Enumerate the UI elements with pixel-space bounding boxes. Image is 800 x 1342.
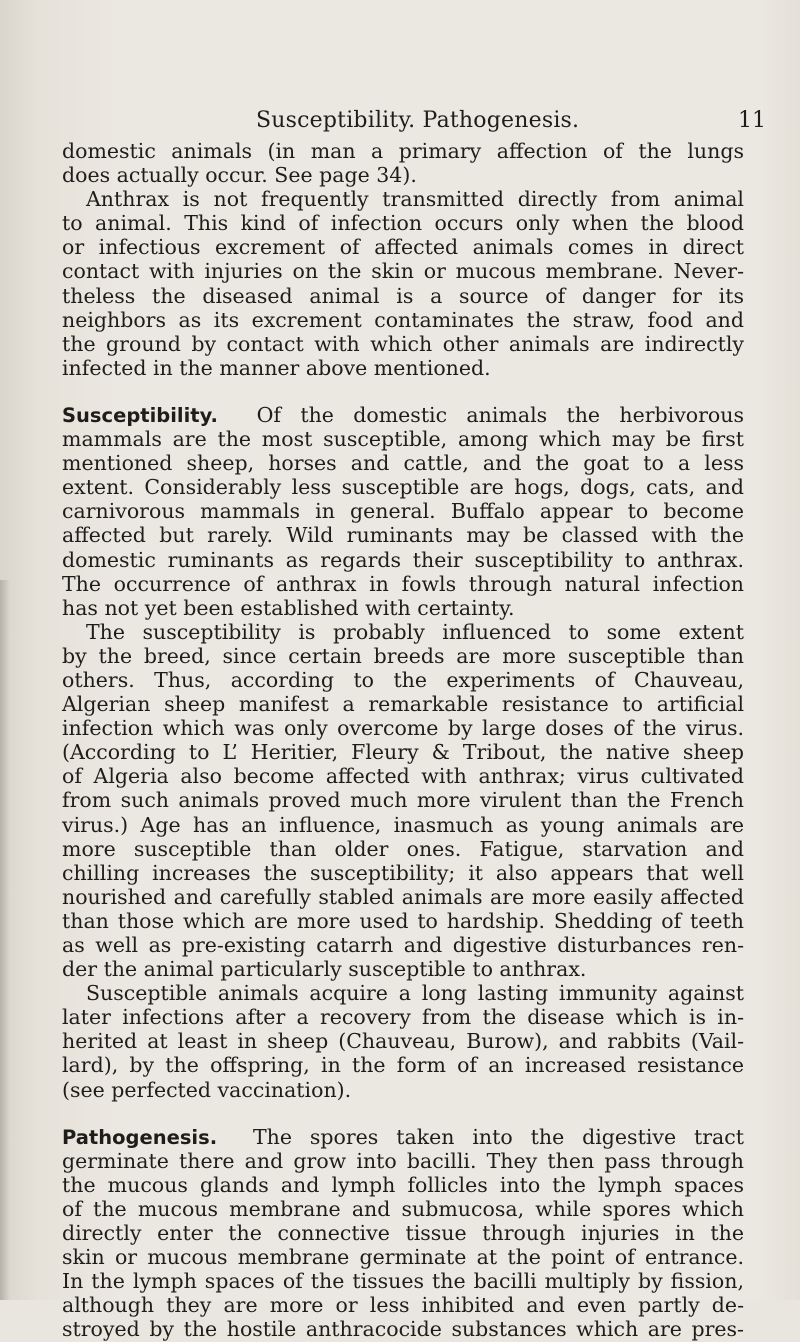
text-line: to animal. This kind of infection occurs only when the blood xyxy=(62,211,744,236)
text-line: mentioned sheep, horses and cattle, and the goat to a less xyxy=(62,451,744,476)
text-line: nourished and carefully stabled animals are more easily affected xyxy=(62,884,744,909)
text-line: affected but rarely. Wild ruminants may be classed with the xyxy=(62,523,744,548)
text-line: than those which are more used to hardship. Shedding of teeth xyxy=(62,908,744,933)
section-heading-pathogenesis: Pathogenesis. xyxy=(62,1125,218,1149)
section-pathogenesis xyxy=(62,1125,744,1342)
text-line: does actually occur. See page 34). xyxy=(62,163,417,188)
section-susceptibility xyxy=(62,403,744,620)
running-head xyxy=(0,108,800,138)
text-line: mammals are the most susceptible, among which may be first xyxy=(62,427,744,452)
page-edge-shadow xyxy=(0,580,10,1300)
text-line: later infections after a recovery from the disease which is in- xyxy=(62,1005,744,1030)
paragraph-gap xyxy=(62,1102,744,1125)
paragraph-immunity xyxy=(62,981,744,1101)
text-line: although they are more or less inhibited and even partly de- xyxy=(62,1293,744,1318)
text-line: or infectious excrement of affected animals comes in direct xyxy=(62,235,744,260)
text-line: (see perfected vaccination). xyxy=(62,1077,352,1102)
text-line: carnivorous mammals in general. Buffalo appear to become xyxy=(62,499,744,524)
text-line: from such animals proved much more virulent than the French xyxy=(62,788,744,813)
text-line: lard), by the offspring, in the form of an increased resistance xyxy=(62,1053,744,1078)
text-line xyxy=(62,1125,744,1149)
text-line: domestic animals (in man a primary affection of the lungs xyxy=(62,139,744,163)
text-line: skin or mucous membrane germinate at the point of entrance. xyxy=(62,1245,744,1270)
paragraph-transmission xyxy=(62,187,744,380)
text-line: domestic ruminants as regards their susceptibility to anthrax. xyxy=(62,547,744,572)
section-heading-susceptibility: Susceptibility. xyxy=(62,403,218,427)
text-line: contact with injuries on the skin or mucous membrane. Never- xyxy=(62,259,744,284)
text-line: der the animal particularly susceptible to anthrax. xyxy=(62,957,587,982)
body-text xyxy=(62,139,744,1342)
text-line: of the mucous membrane and submucosa, while spores which xyxy=(62,1196,744,1221)
text-line: by the breed, since certain breeds are more susceptible than xyxy=(62,643,744,668)
text-line: In the lymph spaces of the tissues the bacilli multiply by fission, xyxy=(62,1269,744,1294)
text-line: others. Thus, according to the experiments of Chauveau, xyxy=(62,667,744,692)
text-line: Algerian sheep manifest a remarkable resistance to artificial xyxy=(62,692,744,717)
text-line: infected in the manner above mentioned. xyxy=(62,355,491,380)
text-line: (According to L’ Heritier, Fleury & Tribout, the native sheep xyxy=(62,740,744,765)
text-line: the ground by contact with which other animals are indirectly xyxy=(62,331,744,356)
text-line: the mucous glands and lymph follicles into the lymph spaces xyxy=(62,1172,744,1197)
paragraph-breed-age xyxy=(62,620,744,981)
heading-line-text: Of the domestic animals the herbivorous xyxy=(256,402,744,427)
text-line: neighbors as its excrement contaminates the straw, food and xyxy=(62,307,744,332)
text-line: extent. Considerably less susceptible are hogs, dogs, cats, and xyxy=(62,475,744,500)
text-line: stroyed by the hostile anthracocide substances which are pres- xyxy=(62,1317,744,1342)
text-line: Susceptible animals acquire a long lasting immunity against xyxy=(86,981,744,1006)
page-number: 11 xyxy=(738,108,766,133)
heading-line-text: The spores taken into the digestive tract xyxy=(252,1124,744,1149)
text-line: Anthrax is not frequently transmitted directly from animal xyxy=(86,187,744,212)
text-line: theless the diseased animal is a source of danger for its xyxy=(62,283,744,308)
text-line: germinate there and grow into bacilli. They then pass through xyxy=(62,1148,744,1173)
text-line: herited at least in sheep (Chauveau, Burow), and rabbits (Vail- xyxy=(62,1029,744,1054)
text-line: directly enter the connective tissue through injuries in the xyxy=(62,1221,744,1246)
text-line: chilling increases the susceptibility; it also appears that well xyxy=(62,860,744,885)
text-line: as well as pre-existing catarrh and digestive disturbances ren- xyxy=(62,933,744,957)
text-line: more susceptible than older ones. Fatigue, starvation and xyxy=(62,836,744,861)
text-line: of Algeria also become affected with anthrax; virus cultivated xyxy=(62,764,744,789)
running-head-title: Susceptibility. Pathogenesis. xyxy=(256,108,580,133)
text-line xyxy=(62,403,744,427)
text-line: The susceptibility is probably influenced to some extent xyxy=(86,619,744,644)
paragraph-gap xyxy=(62,380,744,403)
text-line: The occurrence of anthrax in fowls through natural infection xyxy=(62,571,744,596)
text-line: has not yet been established with certainty. xyxy=(62,595,515,620)
text-line: infection which was only overcome by large doses of the virus. xyxy=(62,716,744,741)
text-line: virus.) Age has an influence, inasmuch as young animals are xyxy=(62,812,744,837)
paragraph-continuation xyxy=(62,139,744,187)
